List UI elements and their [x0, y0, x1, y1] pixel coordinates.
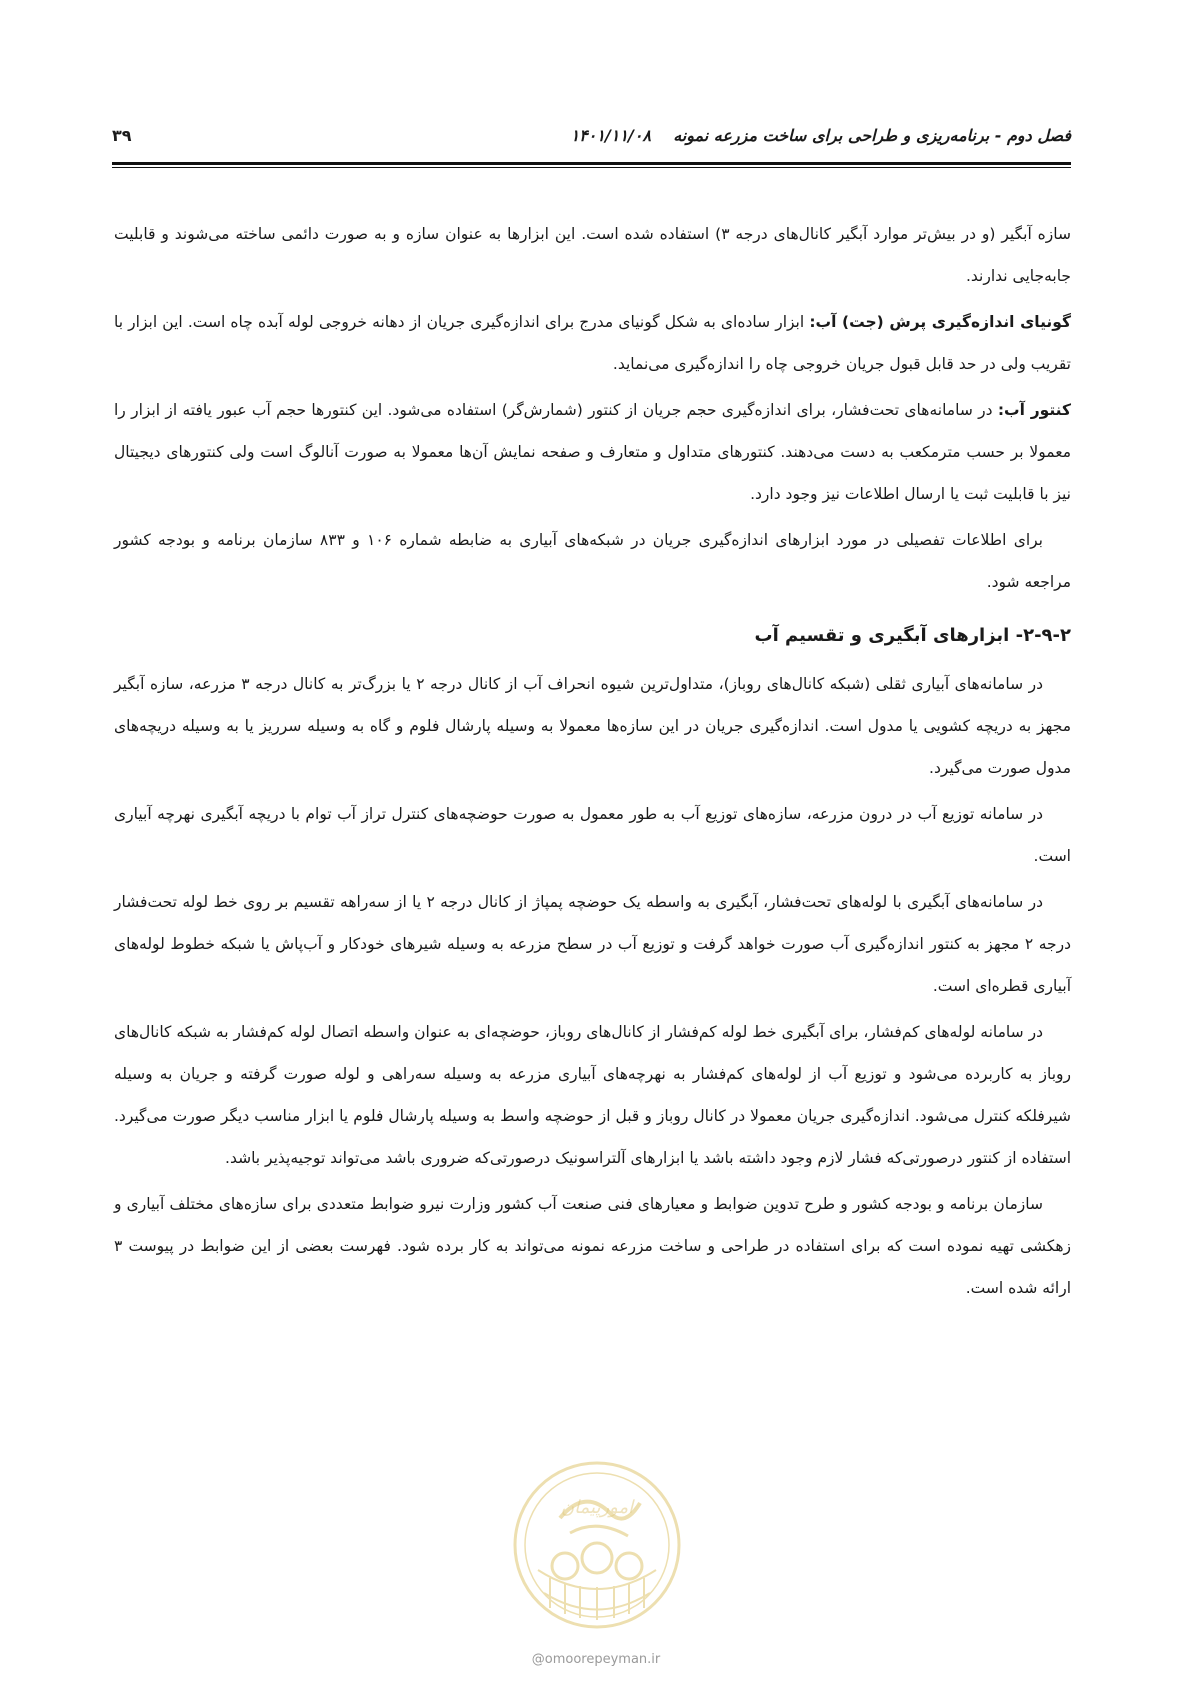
- header-divider: [112, 162, 1071, 165]
- header-divider-thin: [112, 167, 1071, 168]
- paragraph: سازمان برنامه و بودجه کشور و طرح تدوین ضوابط و معیارهای فنی صنعت آب کشور وزارت نیرو ضوابط متعددی برای سازه‌های مختلف آبیاری و زهکشی تهیه نموده است که برای استفاده در طراحی و ساخت مزرعه نمونه می‌تواند به کار برده شود. فهرست بعضی از این ضوابط در پیوست ۳ ارائه شده است.: [114, 1195, 1071, 1297]
- paragraph-text: ابزار ساده‌ای به شکل گونیای مدرج برای اندازه‌گیری جریان از دهانه خروجی لوله آبده چاه است. این ابزار با تقریب ولی در حد قابل قبول جریان خروجی چاه را اندازه‌گیری می‌نماید.: [114, 313, 1071, 373]
- page-number: ۳۹: [112, 126, 132, 145]
- body-text: [114, 213, 1071, 1313]
- paragraph: سازه آبگیر (و در بیش‌تر موارد آبگیر کانال‌های درجه ۳) استفاده شده است. این ابزارها به عنوان سازه و به صورت دائمی ساخته می‌شوند و قابلیت جابه‌جایی ندارند.: [114, 225, 1071, 285]
- page-header: [112, 126, 1071, 150]
- paragraph: در سامانه‌های آبگیری با لوله‌های تحت‌فشار، آبگیری به واسطه یک حوضچه پمپاژ از کانال درجه ۲ یا از سه‌راهه تقسیم بر روی خط لوله تحت‌فشار درجه ۲ مجهز به کنتور اندازه‌گیری آب صورت خواهد گرفت و توزیع آب در سطح مزرعه به وسیله شیرهای خودکار و آب‌پاش یا شبکه خطوط لوله‌های آبیاری قطره‌ای است.: [114, 893, 1071, 995]
- watermark-website: @omoorepeyman.ir: [531, 1652, 661, 1667]
- paragraph: در سامانه لوله‌های کم‌فشار، برای آبگیری خط لوله کم‌فشار از کانال‌های روباز، حوضچه‌ای به عنوان واسطه اتصال لوله کم‌فشار به شبکه کانال‌های روباز به کاربرده می‌شود و توزیع آب از لوله‌های کم‌فشار به نهرچه‌های آبیاری مزرعه به وسیله سه‌راهی و لوله صورت گرفته و جریان به وسیله شیرفلکه کنترل می‌شود. اندازه‌گیری جریان معمولا در کانال روباز و قبل از حوضچه واسط به وسیله پارشال فلوم یا ابزار مناسب دیگر صورت می‌گیرد. استفاده از کنتور درصورتی‌که فشار لازم وجود داشته باشد یا ابزارهای آلتراسونیک درصورتی‌که ضروری باشد می‌تواند توجیه‌پذیر باشد.: [114, 1023, 1071, 1167]
- watermark-logo: [510, 1458, 684, 1632]
- section-heading: ۲-۹-۲- ابزارهای آبگیری و تقسیم آب: [754, 625, 1071, 646]
- paragraph: در سامانه توزیع آب در درون مزرعه، سازه‌های توزیع آب به طور معمول به صورت حوضچه‌های کنترل تراز آب توام با دریچه آبگیری نهرچه آبیاری است.: [114, 805, 1071, 865]
- chapter-title: فصل دوم - برنامه‌ریزی و طراحی برای ساخت مزرعه نمونه: [673, 126, 1071, 145]
- header-date: ۱۴۰۱/۱۱/۰۸: [570, 126, 651, 145]
- paragraph-text: در سامانه‌های تحت‌فشار، برای اندازه‌گیری حجم جریان از کنتور (شمارش‌گر) استفاده می‌شود. این کنتورها حجم آب عبور یافته از ابزار را معمولا بر حسب مترمکعب به دست می‌دهند. کنتورهای متداول و متعارف و صفحه نمایش آن‌ها معمولا به صورت آنالوگ است ولی کنتورهای دیجیتال نیز با قابلیت ثبت یا ارسال اطلاعات نیز وجود دارد.: [114, 401, 1071, 503]
- watermark-logo-text: امورپیمان: [560, 1497, 634, 1518]
- term-label: گونیای اندازه‌گیری پرش (جت) آب:: [809, 313, 1071, 331]
- term-label: کنتور آب:: [997, 401, 1071, 419]
- paragraph: [114, 301, 1071, 385]
- paragraph: [114, 389, 1071, 515]
- paragraph: در سامانه‌های آبیاری ثقلی (شبکه کانال‌های روباز)، متداول‌ترین شیوه انحراف آب از کانال درجه ۲ یا بزرگ‌تر به کانال درجه ۳ مزرعه، سازه آبگیر مجهز به دریچه کشویی یا مدول است. اندازه‌گیری جریان در این سازه‌ها معمولا به وسیله پارشال فلوم و گاه به وسیله سرریز یا به وسیله دریچه‌های مدول صورت می‌گیرد.: [114, 675, 1071, 777]
- paragraph: برای اطلاعات تفصیلی در مورد ابزارهای اندازه‌گیری جریان در شبکه‌های آبیاری به ضابطه شماره ۱۰۶ و ۸۳۳ سازمان برنامه و بودجه کشور مراجعه شود.: [114, 531, 1071, 591]
